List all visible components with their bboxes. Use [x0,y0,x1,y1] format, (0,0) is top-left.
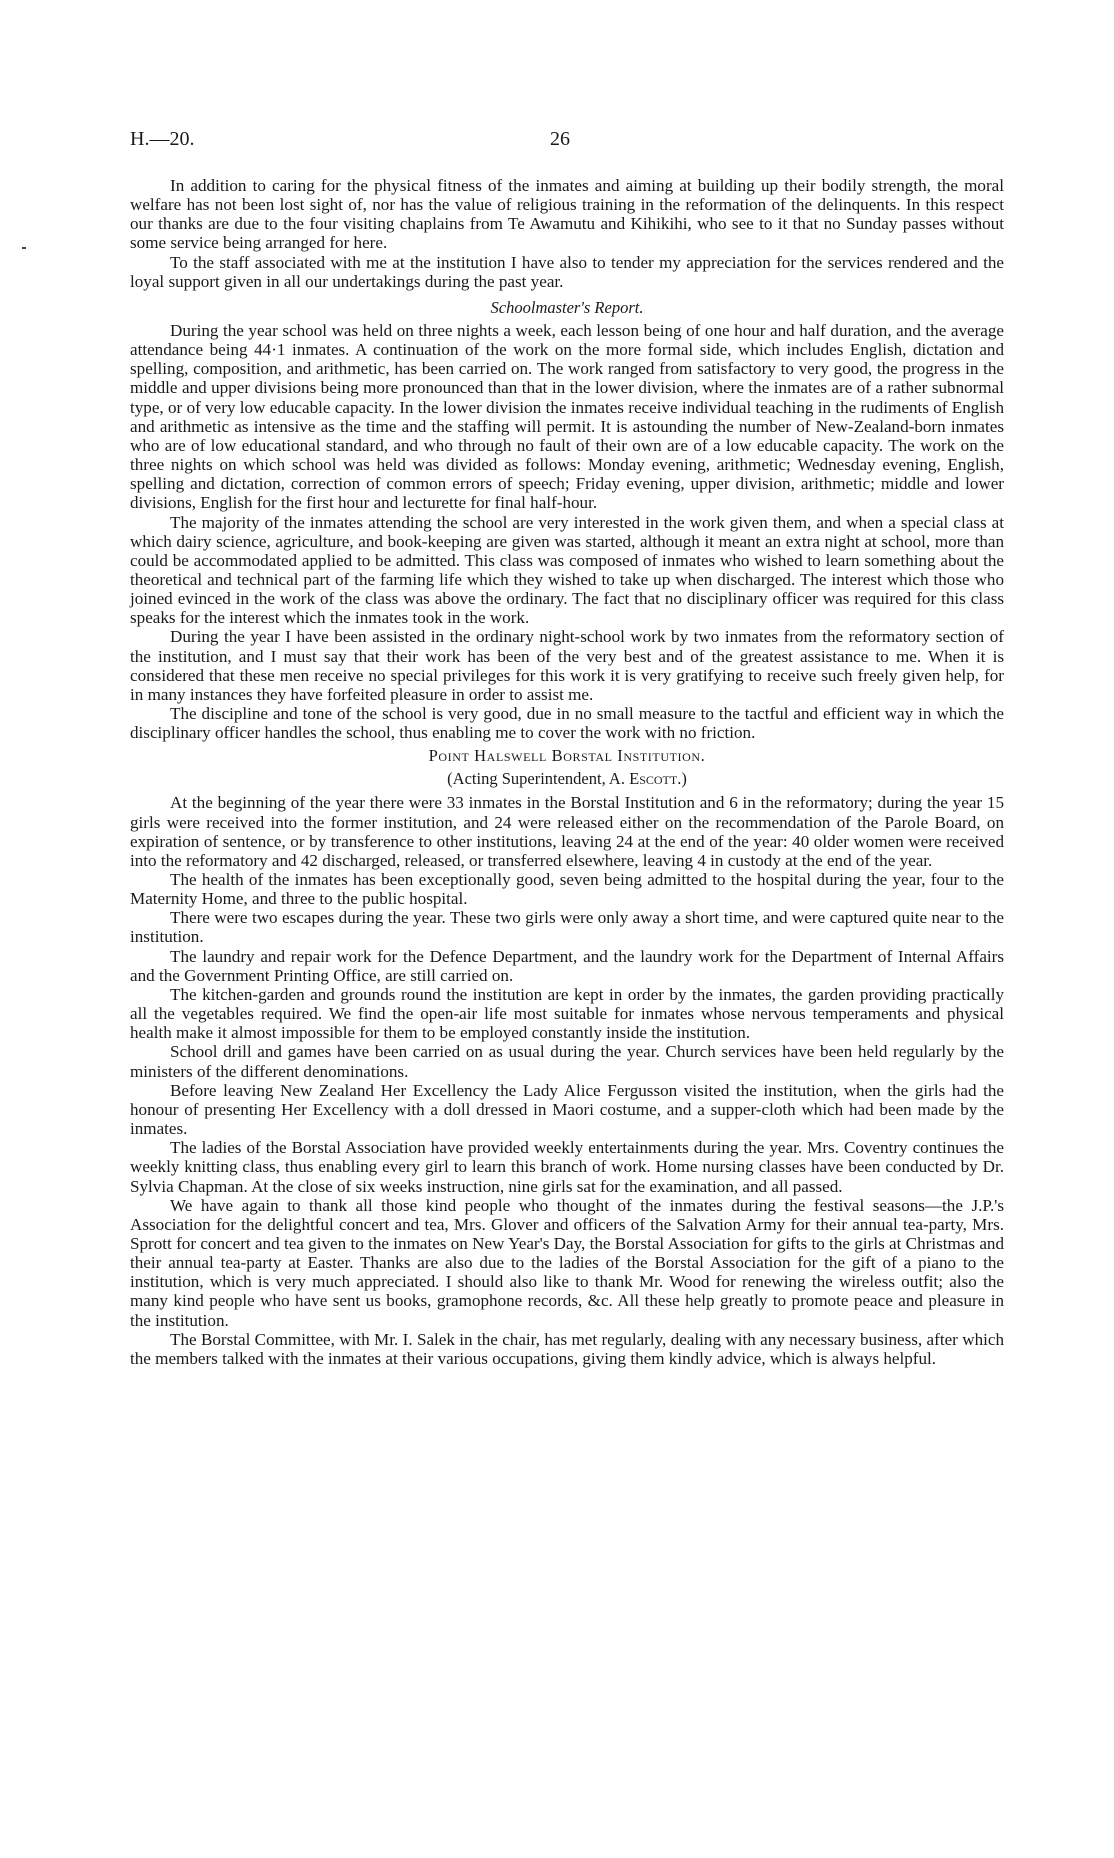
paragraph: The kitchen-garden and grounds round the institution are kept in order by the inmates, the garden providing practically all the vegetables required. We find the open-air life most suitable for inmates whose nervous temperaments and physical health make it almost impossible for them to be employed constantly inside the institution. [130,984,1004,1043]
paragraph: During the year school was held on three nights a week, each lesson being of one hour and half duration, and the average attendance being 44·1 inmates. A continuation of the work on the more formal side, which includes English, dictation and spelling, composition, and arithmetic, has been carried on. The work ranged from satisfactory to very good, the progress in the middle and upper divisions being more pronounced than that in the lower division, where the inmates are of a rather subnormal type, or of very low educable capacity. In the lower division the inmates receive individual teaching in the rudiments of English and arithmetic as intensive as the time and the staffing will permit. It is astounding the number of New-Zealand-born inmates who are of low educational standard, and who through no fault of their own are of a low educable capacity. The work on the three nights on which school was held was divided as follows: Monday evening, arithmetic; Wednesday evening, English, spelling and dictation, correction of common errors of speech; Friday evening, upper division, arithmetic; middle and lower divisions, English for the first hour and lecturette for final half-hour. [130,320,1004,513]
byline-suffix: .) [677,769,687,789]
paragraph: In addition to caring for the physical fitness of the inmates and aiming at building up their bodily strength, the moral welfare has not been lost sight of, nor has the value of religious training in the reformation of the delinquents. In this respect our thanks are due to the four visiting chaplains from Te Awamutu and Kihikihi, who see to it that no Sunday passes without some service being arranged for here. [130,176,1004,253]
paragraph: The majority of the inmates attending the school are very interested in the work given them, and when a special class at which dairy science, agriculture, and book-keeping are given was started, although it meant an extra night at school, more than could be accommodated applied to be admitted. This class was composed of inmates who wished to learn something about the theoretical and technical part of the farming life which they wished to take up when discharged. The interest which those who joined evinced in the work of the class was above the ordinary. The fact that no disciplinary officer was required for this class speaks for the interest which the inmates took in the work. [130,512,1004,628]
byline-prefix: (Acting Superintendent, A. [447,769,630,789]
page-header [130,128,630,152]
document-reference: H.—20. [130,128,195,150]
paragraph: The Borstal Committee, with Mr. I. Salek in the chair, has met regularly, dealing with any necessary business, after which the members talked with the inmates at their various occupations, giving them kindly advice, which is always helpful. [130,1329,1004,1368]
paragraph: School drill and games have been carried on as usual during the year. Church services have been held regularly by the ministers of the different denominations. [130,1042,1004,1081]
byline-name: Escott [629,769,678,789]
paragraph: At the beginning of the year there were 33 inmates in the Borstal Institution and 6 in the reformatory; during the year 15 girls were received into the former institution, and 24 were released either on the recommendation of the Parole Board, on expiration of sentence, or by transference to other institutions, leaving 24 at the end of the year: 40 older women were received into the reformatory and 42 discharged, released, or transferred elsewhere, leaving 4 in custody at the end of the year. [130,793,1004,870]
paragraph: We have again to thank all those kind people who thought of the inmates during the festival seasons—the J.P.'s Association for the delightful concert and tea, Mrs. Glover and officers of the Salvation Army for their annual tea-party, Mrs. Sprott for concert and tea given to the inmates on New Year's Day, the Borstal Association for gifts to the girls at Christmas and their annual tea-party at Easter. Thanks are also due to the ladies of the Borstal Association for the gift of a piano to the institution, which is very much appreciated. I should also like to thank Mr. Wood for renewing the wireless outfit; also the many kind people who have sent us books, gramophone records, &c. All these help greatly to promote peace and pleasure in the institution. [130,1195,1004,1330]
paragraph: Before leaving New Zealand Her Excellency the Lady Alice Fergusson visited the institution, when the girls had the honour of presenting Her Excellency with a doll dressed in Maori costume, and a supper-cloth which had been made by the inmates. [130,1080,1004,1139]
section-byline [130,769,1004,788]
paragraph: The ladies of the Borstal Association have provided weekly entertainments during the year. Mrs. Coventry continues the weekly knitting class, thus enabling every girl to learn this branch of work. Home nursing classes have been conducted by Dr. Sylvia Chapman. At the close of six weeks instruction, nine girls sat for the examination, and all passed. [130,1138,1004,1196]
schoolmaster-report-heading: Schoolmaster's Report. [490,297,644,317]
section-heading: Point Halswell Borstal Institution. [428,746,706,766]
page-body [130,176,1004,1368]
paragraph: To the staff associated with me at the institution I have also to tender my appreciation for the services rendered and the loyal support given in all our undertakings during the past year. [130,252,1004,291]
paragraph: There were two escapes during the year. These two girls were only away a short time, and were captured quite near to the institution. [130,908,1004,947]
page-number: 26 [550,128,570,150]
paragraph: The laundry and repair work for the Defence Department, and the laundry work for the Department of Internal Affairs and the Government Printing Office, are still carried on. [130,946,1004,985]
paragraph: The discipline and tone of the school is very good, due in no small measure to the tactful and efficient way in which the disciplinary officer handles the school, thus enabling me to cover the work with no friction. [130,704,1004,743]
margin-mark [22,247,26,249]
paragraph: During the year I have been assisted in the ordinary night-school work by two inmates from the reformatory section of the institution, and I must say that their work has been of the very best and of the greatest assistance to me. When it is considered that these men receive no special privileges for this work it is very gratifying to receive such freely given help, for in many instances they have forfeited pleasure in order to assist me. [130,627,1004,704]
paragraph: The health of the inmates has been exceptionally good, seven being admitted to the hospital during the year, four to the Maternity Home, and three to the public hospital. [130,870,1004,909]
